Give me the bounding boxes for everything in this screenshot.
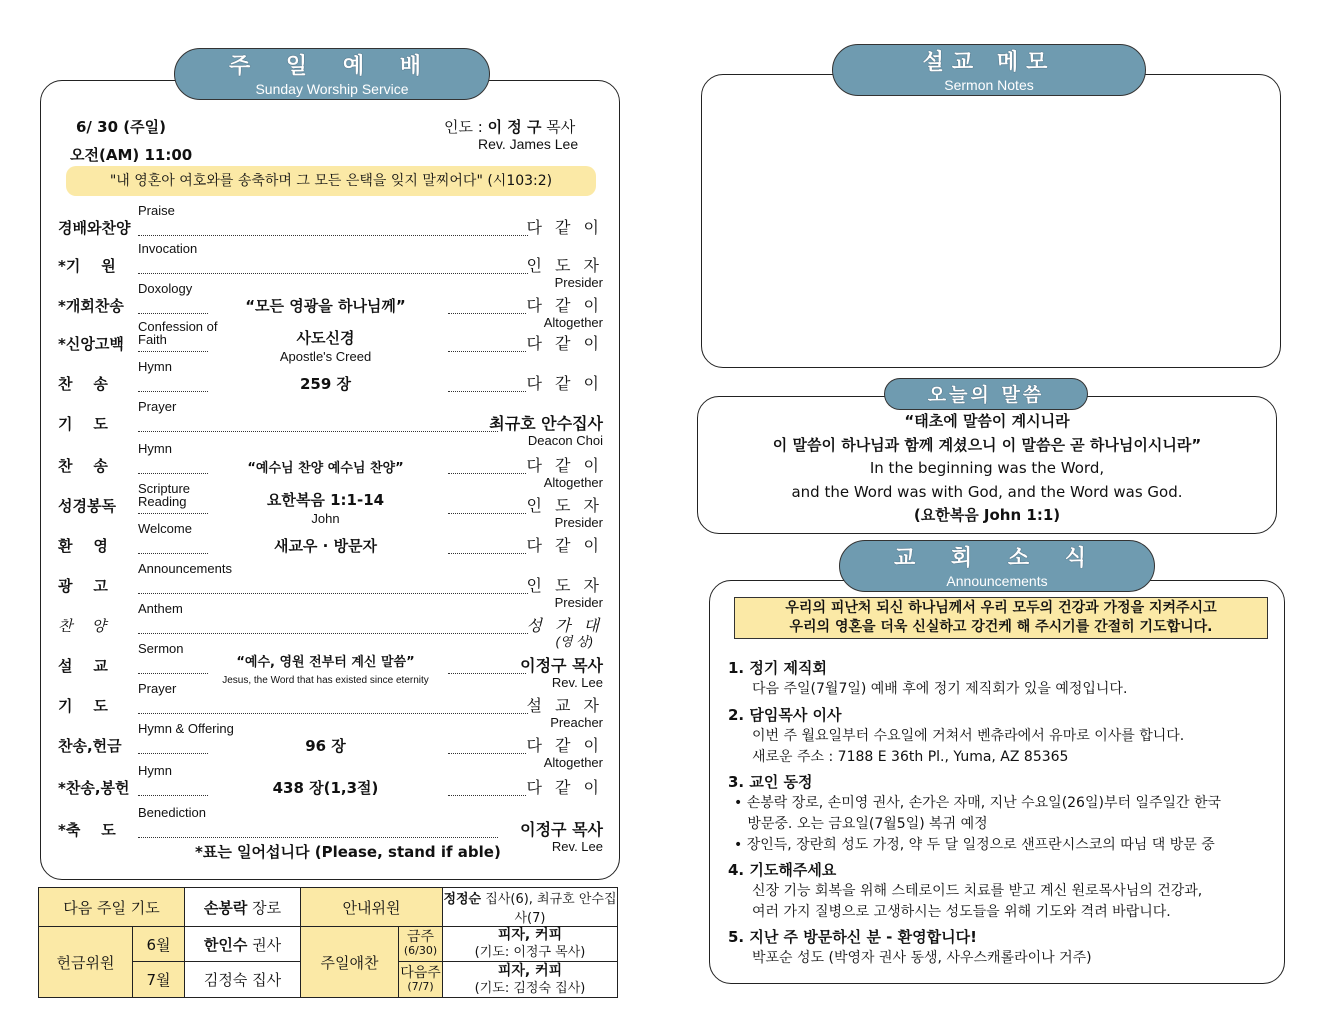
order-item-center-sub: Apostle's Creed <box>279 349 372 364</box>
order-item-center-sub: John <box>311 511 340 526</box>
order-item-performer: 다 같 이 <box>526 296 603 315</box>
leader-dots <box>448 673 526 674</box>
leader-dots <box>448 753 526 754</box>
order-item-ko: *개회찬송 <box>58 297 124 315</box>
order-item-en: Hymn <box>138 441 172 456</box>
order-item-performer: 성 가 대 <box>526 616 603 635</box>
announcement-line: 이번 주 월요일부터 수요일에 거쳐서 벤츄라에서 유마로 이사를 합니다. <box>752 728 1185 744</box>
leader-dots <box>138 553 208 554</box>
next-week-prayer: (기도: 김정숙 집사) <box>474 980 586 996</box>
this-week-lunch <box>443 927 618 962</box>
order-item-performer: 인 도 자 <box>526 496 603 515</box>
order-item-performer: 다 같 이 <box>526 218 603 237</box>
order-item-ko: 찬 송 <box>58 457 108 475</box>
leader-dots <box>138 431 498 432</box>
service-time: 오전(AM) 11:00 <box>70 146 193 164</box>
word-line-5: (요한복음 John 1:1) <box>913 506 1061 524</box>
announcement-line: 신장 기능 회복을 위해 스테로이드 치료를 받고 계신 원로목사님의 건강과, <box>752 883 1203 899</box>
announcement-list <box>728 658 1273 969</box>
order-item-ko: 성경봉독 <box>58 497 116 515</box>
leader-name: 이 정 구 <box>487 118 542 136</box>
announcement-item <box>728 860 1273 923</box>
order-item-ko: 찬 송 <box>58 375 108 393</box>
order-row <box>58 399 603 448</box>
leader-dots <box>138 313 208 314</box>
this-week-date: (6/30) <box>403 944 438 957</box>
usher-value: 집사(6), 최규호 안수집사(7) <box>485 892 617 926</box>
announcement-line: 방문중. 오는 금요일(7월5일) 복귀 예정 <box>734 816 988 832</box>
order-item-ko: 경배와찬양 <box>58 219 131 237</box>
order-item-center: “예수님 찬양 예수님 찬양” <box>247 461 404 476</box>
leader-dots <box>138 713 528 714</box>
order-item-center: 259 장 <box>299 375 352 393</box>
month-1-title: 권사 <box>252 935 282 954</box>
order-item-ko: 기 도 <box>58 415 108 433</box>
lunch-label: 주일애찬 <box>301 927 399 998</box>
announcement-item <box>728 705 1273 768</box>
leader-dots <box>448 795 526 796</box>
order-item-en: Welcome <box>138 521 192 536</box>
leader-dots <box>138 273 528 274</box>
leader-dots <box>138 795 208 796</box>
month-2-name: 김정숙 <box>203 971 248 989</box>
order-row <box>58 360 603 400</box>
leader-dots <box>448 391 526 392</box>
order-item-en: Benediction <box>138 805 206 820</box>
leader-en: Rev. James Lee <box>478 136 579 152</box>
announcement-heading: 2. 담임목사 이사 <box>728 706 842 724</box>
this-week-prayer: (기도: 이정구 목사) <box>474 945 586 960</box>
order-item-center-sub: Jesus, the Word that has existed since eternity <box>222 675 429 686</box>
order-item-ko: 찬송,헌금 <box>58 737 122 755</box>
leader-dots <box>138 513 208 514</box>
order-item-en: Confession of Faith <box>138 319 218 347</box>
order-item-performer: 다 같 이 <box>526 536 603 555</box>
order-item-ko: *축 도 <box>58 821 116 839</box>
order-row <box>58 441 603 490</box>
usher-name: 정정순 <box>443 892 482 907</box>
prayer-banner-line-2: 우리의 영혼을 더욱 신실하고 강건케 해 주시기를 간절히 기도합니다. <box>789 619 1213 635</box>
order-item-center: “모든 영광을 하나님께” <box>245 297 406 315</box>
order-item-en: Hymn & Offering <box>138 721 234 736</box>
order-item-center: 사도신경 <box>296 329 355 347</box>
order-item-ko: 환 영 <box>58 537 108 555</box>
order-row <box>58 764 603 804</box>
order-item-performer-sub: Preacher <box>550 715 603 730</box>
announcement-heading: 1. 정기 제직회 <box>728 659 828 677</box>
month-1-cell <box>185 927 301 962</box>
notes-title-en: Sermon Notes <box>944 77 1034 93</box>
usher-cell <box>443 888 618 927</box>
leader-dots <box>448 553 526 554</box>
order-item-performer: 설 교 자 <box>526 696 603 715</box>
order-item-en: Hymn <box>138 359 172 374</box>
word-title-pill <box>884 378 1088 410</box>
announcement-line: 새로운 주소 : 7188 E 36th Pl., Yuma, AZ 85365 <box>752 749 1069 765</box>
this-week-cell <box>399 927 443 962</box>
news-title-pill <box>839 540 1155 592</box>
leader-line <box>444 116 575 137</box>
next-prayer-cell <box>185 888 301 927</box>
next-prayer-label: 다음 주일 기도 <box>39 888 185 927</box>
order-item-en: Scripture Reading <box>138 481 191 509</box>
order-item-performer-sub: Altogether <box>543 755 603 770</box>
order-item-performer: 다 같 이 <box>526 374 603 393</box>
order-row <box>58 522 603 562</box>
sermon-notes-panel[interactable] <box>701 74 1281 368</box>
order-item-performer: 다 같 이 <box>526 778 603 797</box>
next-week-lunch <box>443 962 618 998</box>
announcement-item <box>728 772 1273 856</box>
order-item-ko: *기 원 <box>58 257 116 275</box>
notes-title-pill <box>832 44 1146 96</box>
service-date: 6/ 30 (주일) <box>76 118 166 136</box>
order-item-ko: 광 고 <box>58 577 108 595</box>
announcement-heading: 4. 기도해주세요 <box>728 861 837 879</box>
order-item-center: 96 장 <box>305 737 346 755</box>
order-item-en: Sermon <box>138 641 184 656</box>
order-item-performer-sub: Rev. Lee <box>551 839 603 854</box>
theme-verse: "내 영혼아 여호와를 송축하며 그 모든 은택을 잊지 말찌어다" (시103:2) <box>66 166 596 196</box>
worship-title-en: Sunday Worship Service <box>255 81 409 97</box>
word-line-2: 이 말씀이 하나님과 함께 계셨으니 이 말씀은 곧 하나님이시니라” <box>772 435 1202 454</box>
announcement-line: 박포순 성도 (박영자 권사 동생, 사우스캐롤라이나 거주) <box>752 950 1092 966</box>
leader-dots <box>138 235 528 236</box>
prayer-banner <box>734 597 1268 639</box>
stand-note: *표는 일어섭니다 (Please, stand if able) <box>195 843 501 861</box>
leader-dots <box>448 513 526 514</box>
order-item-performer: 인 도 자 <box>526 576 603 595</box>
next-week-food: 피자, 커피 <box>497 962 563 979</box>
order-item-performer-sub: Rev. Lee <box>551 675 603 690</box>
worship-title-pill <box>174 48 490 100</box>
leader-dots <box>138 593 528 594</box>
order-row <box>58 204 603 244</box>
word-line-1: “태초에 말씀이 계시니라 <box>904 412 1070 430</box>
word-line-3: In the beginning was the Word, <box>869 459 1105 477</box>
next-week-cell <box>399 962 443 998</box>
order-item-ko: *찬송,봉헌 <box>58 779 130 797</box>
order-item-performer-sub: Presider <box>554 515 603 530</box>
news-title-ko: 교 회 소 식 <box>894 546 1100 571</box>
month-1-name: 한인수 <box>203 935 248 954</box>
order-item-en: Hymn <box>138 763 172 778</box>
order-item-performer: 이정구 목사 <box>520 656 603 675</box>
order-item-performer: 다 같 이 <box>526 334 603 353</box>
order-item-performer: 다 같 이 <box>526 736 603 755</box>
order-item-en: Prayer <box>138 681 177 696</box>
announcement-item <box>728 658 1273 700</box>
leader-dots <box>138 837 498 838</box>
usher-label: 안내위원 <box>301 888 443 927</box>
prayer-banner-line-1: 우리의 피난처 되신 하나님께서 우리 모두의 건강과 가정을 지켜주시고 <box>785 600 1217 616</box>
order-item-performer-sub: Deacon Choi <box>527 433 603 448</box>
this-week-label: 금주 <box>406 929 435 945</box>
month-2: 7월 <box>133 962 185 998</box>
this-week-food: 피자, 커피 <box>497 927 563 943</box>
next-prayer-title: 장로 <box>252 898 282 917</box>
word-line-4: and the Word was with God, and the Word was God. <box>791 482 1183 501</box>
worship-title-ko: 주 일 예 배 <box>229 54 435 79</box>
word-text <box>697 410 1277 528</box>
order-item-ko: 설 교 <box>58 657 108 675</box>
order-item-performer-sub: Altogether <box>543 315 603 330</box>
announcement-line: 여러 가지 질병으로 고생하시는 성도들을 위해 기도와 격려 바랍니다. <box>752 904 1171 920</box>
leader-dots <box>138 753 208 754</box>
next-week-label: 다음주 <box>400 964 441 981</box>
notes-title-ko: 설교 메모 <box>922 50 1056 75</box>
order-item-performer-sub: Altogether <box>543 475 603 490</box>
leader-dots <box>138 633 528 634</box>
announcement-line: • 장인득, 장란희 성도 가정, 약 두 달 일정으로 샌프란시스코의 따님 댁 방문 중 <box>734 837 1215 853</box>
order-item-performer-sub: Presider <box>554 595 603 610</box>
month-2-cell <box>185 962 301 998</box>
announcement-line: • 손봉락 장로, 손미영 권사, 손가은 자매, 지난 수요일(26일)부터 일주일간 한국 <box>734 795 1222 811</box>
order-item-center: 새교우 · 방문자 <box>273 537 378 555</box>
order-item-center: 438 장(1,3절) <box>272 779 379 797</box>
order-item-ko: 찬 양 <box>58 617 107 635</box>
leader-dots <box>448 313 526 314</box>
order-row <box>58 721 603 770</box>
order-item-en: Prayer <box>138 399 177 414</box>
leader-dots <box>138 391 208 392</box>
announcement-line: 다음 주일(7월7일) 예배 후에 정기 제직회가 있을 예정입니다. <box>752 681 1128 697</box>
order-item-center: “예수, 영원 전부터 계신 말씀” <box>236 655 415 670</box>
order-row <box>58 319 603 364</box>
order-item-performer: 인 도 자 <box>526 256 603 275</box>
announcement-heading: 5. 지난 주 방문하신 분 - 환영합니다! <box>728 928 977 946</box>
order-item-performer-sub: Presider <box>554 275 603 290</box>
leader-dots <box>138 351 208 352</box>
leader-dots <box>448 351 526 352</box>
order-item-performer: 최규호 안수집사 <box>489 414 603 433</box>
month-1: 6월 <box>133 927 185 962</box>
order-item-center: 요한복음 1:1-14 <box>266 491 385 509</box>
order-item-en: Doxology <box>138 281 193 296</box>
order-item-en: Announcements <box>138 561 232 576</box>
next-week-date: (7/7) <box>407 979 434 993</box>
offering-label: 헌금위원 <box>39 927 133 998</box>
order-item-performer: 다 같 이 <box>526 456 603 475</box>
leader-dots <box>448 473 526 474</box>
announcement-heading: 3. 교인 동정 <box>728 773 813 791</box>
news-title-en: Announcements <box>946 573 1048 589</box>
leader-dots <box>138 473 208 474</box>
leader-label: 인도 : <box>444 118 483 136</box>
word-title-ko: 오늘의 말씀 <box>927 384 1045 406</box>
order-item-performer-sub: (영 상) <box>555 634 593 649</box>
announcement-item <box>728 927 1273 969</box>
order-item-ko: *신앙고백 <box>58 335 124 353</box>
order-item-en: Invocation <box>138 241 198 256</box>
month-2-title: 집사 <box>252 971 282 989</box>
order-row <box>58 281 603 330</box>
order-item-en: Anthem <box>138 601 183 616</box>
order-item-performer: 이정구 목사 <box>520 820 603 839</box>
order-item-en: Praise <box>138 203 175 218</box>
leader-title: 목사 <box>546 118 576 136</box>
leader-dots <box>138 673 208 674</box>
next-prayer-name: 손봉락 <box>203 898 248 917</box>
duty-table <box>38 887 618 998</box>
order-item-ko: 기 도 <box>58 697 108 715</box>
